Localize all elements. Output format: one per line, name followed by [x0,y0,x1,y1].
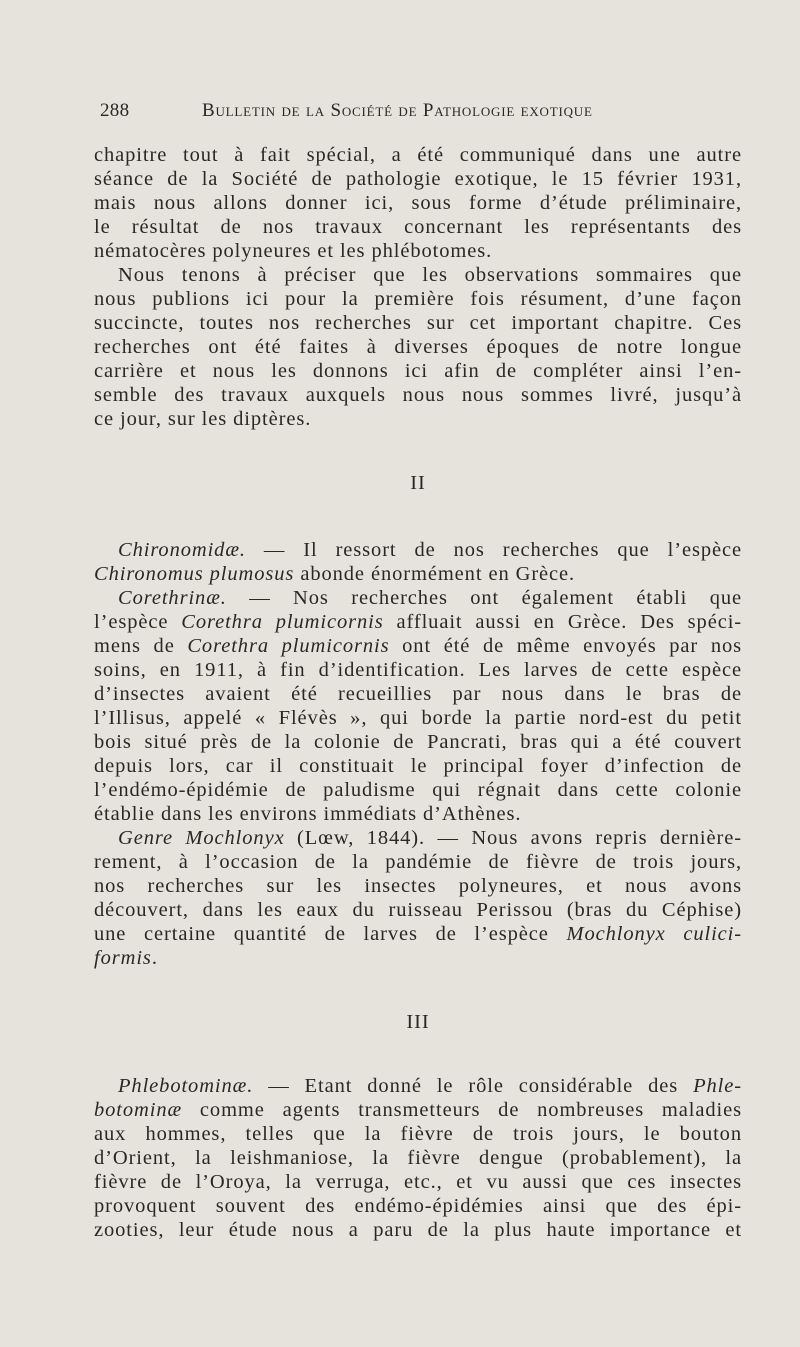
paragraph-mochlonyx [94,826,742,970]
page-number: 288 [100,100,130,121]
taxon-name: Corethrinæ. [118,587,227,609]
genus-name: Genre Mochlonyx [118,827,285,849]
text-line: depuis lors, car il constituait le principal foyer d’infection de [94,755,742,777]
text-line: provoquent souvent des endémo-épidémies ainsi que des épi- [94,1195,742,1217]
text-line: mens de Corethra plumicornis ont été de même envoyés par nos [94,635,742,657]
text-line: semble des travaux auxquels nous nous sommes livré, jusqu’à [94,384,742,406]
text-line: Genre Mochlonyx (Lœw, 1844). — Nous avons repris dernière- [118,827,742,849]
species-name: Corethra plumicornis [187,635,390,657]
text-line: établie dans les environs immédiats d’Athènes. [94,803,522,825]
text-line: séance de la Société de pathologie exotique, le 15 février 1931, [94,168,742,190]
taxon-name: Chironomidæ. [118,539,246,561]
text-line: l’Illisus, appelé « Flévès », qui borde la partie nord-est du petit [94,707,742,729]
paragraph-phlebotominae [94,1074,742,1242]
section-heading-iii: III [406,1011,430,1033]
text-line: soins, en 1911, à fin d’identification. Les larves de cette espèce [94,659,742,681]
text-line: succincte, toutes nos recherches sur cet important chapitre. Ces [94,312,742,334]
taxon-name: Phlebotominæ. [118,1075,254,1097]
species-name: botominæ [94,1099,183,1121]
text-line: le résultat de nos travaux concernant les représentants des [94,216,742,238]
text-line: Chironomidæ. — Il ressort de nos recherches que l’espèce [118,539,742,561]
text-line: Chironomus plumosus abonde énormément en Grèce. [94,563,576,585]
text-line: rement, à l’occasion de la pandémie de fièvre de trois jours, [94,851,742,873]
text-line: nos recherches sur les insectes polyneures, et nous avons [94,875,742,897]
text-line: nous publions ici pour la première fois résument, d’une façon [94,288,742,310]
text-line: bois situé près de la colonie de Pancrati, bras qui a été couvert [94,731,742,753]
text-line: Phlebotominæ. — Etant donné le rôle considérable des Phle- [118,1075,742,1097]
species-name: formis [94,947,152,969]
article-body [94,143,742,1242]
paragraph-corethrinae [94,586,742,826]
text-line: découvert, dans les eaux du ruisseau Perissou (bras du Céphise) [94,899,742,921]
text-line: botominæ comme agents transmetteurs de nombreuses maladies [94,1099,742,1121]
species-name: Phle- [693,1075,742,1097]
text-line: nématocères polyneures et les phlébotomes. [94,240,493,262]
journal-title: Bulletin de la Société de Pathologie exotique [202,100,593,121]
text-line: l’endémo-épidémie de paludisme qui régnait dans cette colonie [94,779,742,801]
text-line: Nous tenons à préciser que les observations sommaires que [118,264,742,286]
text-line: ce jour, sur les diptères. [94,408,312,430]
text-line: d’Orient, la leishmaniose, la fièvre dengue (probablement), la [94,1147,742,1169]
text-line: mais nous allons donner ici, sous forme d’étude préliminaire, [94,192,742,214]
text-line: aux hommes, telles que la fièvre de trois jours, le bouton [94,1123,742,1145]
intro-paragraph [94,143,742,263]
text-line: zooties, leur étude nous a paru de la plus haute importance et [94,1219,742,1241]
species-name: Chironomus plumosus [94,563,295,585]
text-line: chapitre tout à fait spécial, a été communiqué dans une autre [94,144,742,166]
text-line: formis. [94,947,158,969]
text-line: carrière et nous les donnons ici afin de compléter ainsi l’en- [94,360,742,382]
species-name: Mochlonyx culici- [566,923,742,945]
text-line: Corethrinæ. — Nos recherches ont également établi que [118,587,742,609]
text-line: recherches ont été faites à diverses époques de notre longue [94,336,742,358]
text-line: l’espèce Corethra plumicornis affluait aussi en Grèce. Des spéci- [94,611,743,633]
species-name: Corethra plumicornis [181,611,384,633]
text-line: fièvre de l’Oroya, la verruga, etc., et vu aussi que ces insectes [94,1171,742,1193]
section-heading-ii: II [410,472,426,494]
paragraph-observations [94,263,742,431]
text-line: une certaine quantité de larves de l’espèce Mochlonyx culici- [94,923,742,945]
text-line: d’insectes avaient été recueillies par nous dans le bras de [94,683,742,705]
paragraph-chironomidae [94,538,742,586]
